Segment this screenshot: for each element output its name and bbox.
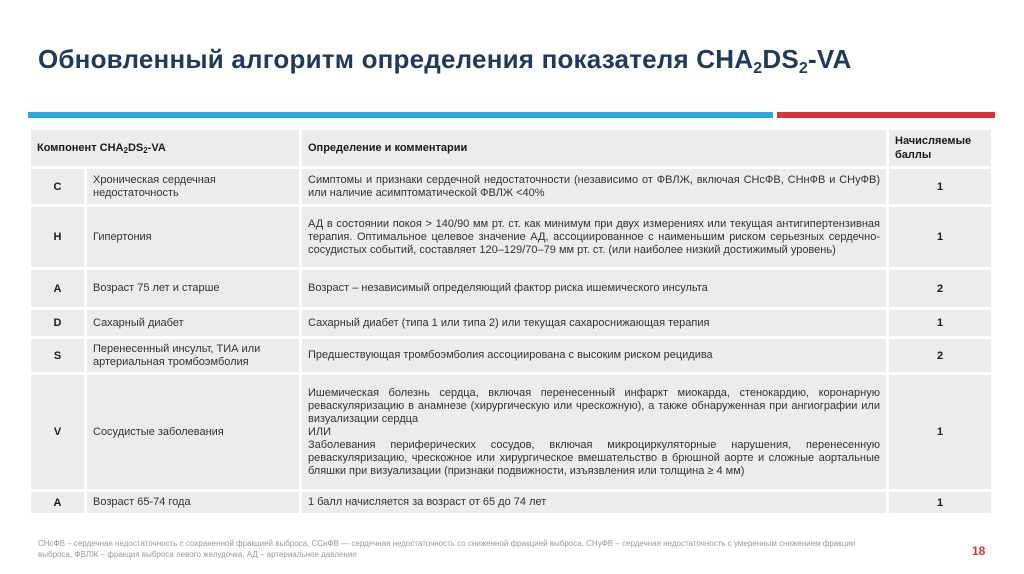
row-definition: 1 балл начисляется за возраст от 65 до 74 лет	[302, 492, 886, 513]
table-row	[31, 207, 991, 267]
definition-part-a: Ишемическая болезнь сердца, включая перенесенный инфаркт миокарда, стенокардию, коронарную реваскуляризацию в анамнезе (хирургическую или чрескожную), а также обнаруженная при ангиографии или визуализации сердца	[308, 386, 880, 425]
row-component: Сосудистые заболевания	[87, 375, 299, 489]
row-code: V	[31, 375, 84, 489]
row-component: Перенесенный инсульт, ТИА или артериальная тромбоэмболия	[87, 339, 299, 372]
accent-bar-blue	[28, 112, 773, 118]
definition-part-b: Заболевания периферических сосудов, включая микроциркуляторные нарушения, перенесенную реваскуляризацию, чрескожное или хирургическое вмешательство в брюшной аорте и сложные аортальные бляшки при визуализации (признаки подвижности, изъязвления или толщина ≥ 4 мм)	[308, 438, 880, 477]
row-component: Гипертония	[87, 207, 299, 267]
page-number: 18	[972, 544, 986, 558]
footnote: СНсФВ – сердечная недостаточность с сохраненной фракцией выброса, ССнФВ — сердечная недостаточность со сниженной фракцией выброса, СНуФВ – сердечная недостаточность с умеренным снижением фракции выброса, ФВЛЖ – фракция выброса левого желудочка, АД – артериальное давление	[38, 539, 856, 559]
row-code: A	[31, 270, 84, 307]
row-component: Хроническая сердечная недостаточность	[87, 169, 299, 204]
row-points: 2	[889, 339, 991, 372]
row-points: 1	[889, 207, 991, 267]
table-header-row	[31, 130, 991, 166]
row-points: 1	[889, 375, 991, 489]
row-component: Возраст 65-74 года	[87, 492, 299, 513]
row-component: Возраст 75 лет и старше	[87, 270, 299, 307]
row-points: 1	[889, 169, 991, 204]
row-code: D	[31, 310, 84, 336]
cha2ds2-va-table	[28, 127, 994, 516]
table-row	[31, 339, 991, 372]
row-definition: Возраст – независимый определяющий фактор риска ишемического инсульта	[302, 270, 886, 307]
row-definition: Предшествующая тромбоэмболия ассоциирована с высоким риском рецидива	[302, 339, 886, 372]
row-component: Сахарный диабет	[87, 310, 299, 336]
page-title: Обновленный алгоритм определения показателя $CHA_2DS_2-VA$	[38, 44, 852, 77]
row-points: 2	[889, 270, 991, 307]
row-code: S	[31, 339, 84, 372]
table-row	[31, 169, 991, 204]
table-row	[31, 492, 991, 513]
row-definition: АД в состоянии покоя > 140/90 мм рт. ст. как минимум при двух измерениях или текущая антигипертензивная терапия. Оптимальное целевое значение АД, ассоциированное с наименьшим риском серьезных сердечно-сосудистых событий, составляет 120–129/70–79 мм рт. ст. (или наиболее низкий достижимый уровень)	[302, 207, 886, 267]
row-code: A	[31, 492, 84, 513]
header-points: Начисляемые баллы	[889, 130, 991, 166]
accent-bar-red	[777, 112, 995, 118]
row-code: C	[31, 169, 84, 204]
table-row	[31, 375, 991, 489]
definition-or: ИЛИ	[308, 425, 332, 438]
row-points: 1	[889, 310, 991, 336]
row-definition: Симптомы и признаки сердечной недостаточности (независимо от ФВЛЖ, включая СНсФВ, СНнФВ и СНуФВ) или наличие асимптоматической ФВЛЖ <40%	[302, 169, 886, 204]
header-component: Компонент $CHA_2DS_2-VA$	[31, 130, 299, 166]
table-row	[31, 310, 991, 336]
header-definition: Определение и комментарии	[302, 130, 886, 166]
row-code: H	[31, 207, 84, 267]
row-definition	[302, 375, 886, 489]
table-row	[31, 270, 991, 307]
row-definition: Сахарный диабет (типа 1 или типа 2) или текущая сахароснижающая терапия	[302, 310, 886, 336]
row-points: 1	[889, 492, 991, 513]
